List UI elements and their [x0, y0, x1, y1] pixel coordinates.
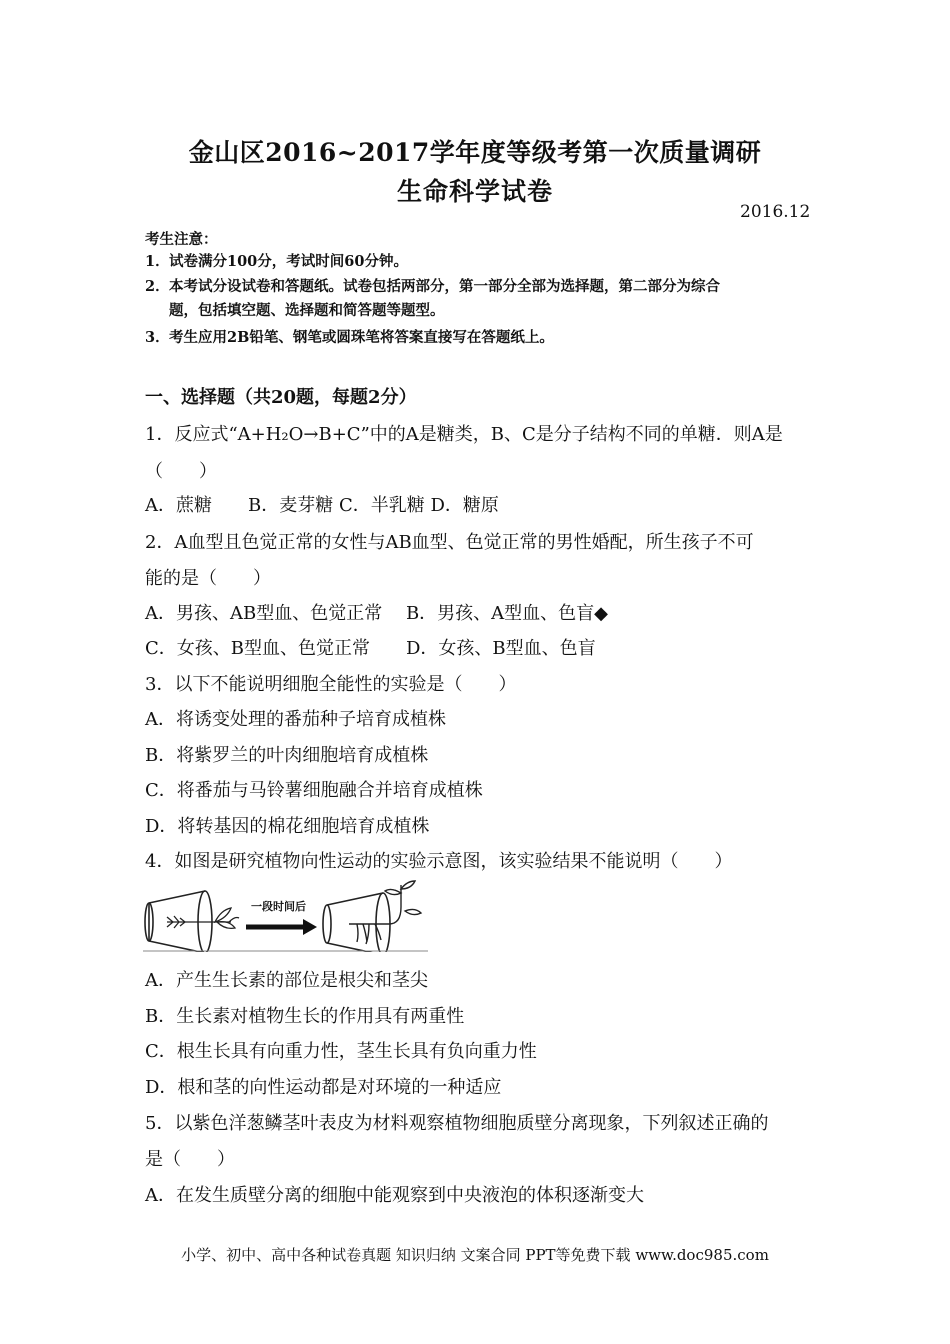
- q4-option-b: B．生长素对植物生长的作用具有两重性: [145, 1006, 465, 1027]
- arrow-icon: [246, 919, 317, 935]
- notice-item-number: 1．: [145, 253, 170, 270]
- q2-options-cd: C．女孩、B型血、色觉正常 D．女孩、B型血、色盲: [145, 638, 596, 659]
- plant-tropism-figure: [143, 877, 428, 952]
- q4-option-a: A．产生生长素的部位是根尖和茎尖: [145, 970, 428, 991]
- notice-item-number: 3．: [145, 329, 170, 346]
- q4-stem: 4．如图是研究植物向性运动的实验示意图，该实验结果不能说明（ ）: [145, 851, 733, 872]
- q2-stem-cont: 能的是（ ）: [145, 568, 271, 589]
- notice-item-number: 2．: [145, 278, 170, 295]
- notice-item-text: 试卷满分100分，考试时间60分钟。: [169, 253, 408, 270]
- notice-item-continuation: 题，包括填空题、选择题和简答题等题型。: [169, 302, 445, 319]
- q3-option-b: B．将紫罗兰的叶肉细胞培育成植株: [145, 745, 429, 766]
- notice-item-2: [145, 275, 810, 323]
- q5-stem-cont: 是（ ）: [145, 1149, 235, 1170]
- q2-stem: 2．A血型且色觉正常的女性与AB血型、色觉正常的男性婚配，所生孩子不可: [145, 532, 754, 553]
- q1-stem: 1．反应式“A+H₂O→B+C”中的A是糖类，B、C是分子结构不同的单糖．则A是: [145, 424, 783, 445]
- figure-label: 一段时间后: [251, 900, 306, 913]
- q5-stem: 5．以紫色洋葱鳞茎叶表皮为材料观察植物细胞质壁分离现象，下列叙述正确的: [145, 1113, 769, 1134]
- notice-heading: 考生注意：: [145, 231, 218, 248]
- q3-option-a: A．将诱变处理的番茄种子培育成植株: [145, 709, 446, 730]
- exam-subtitle: 生命科学试卷: [396, 177, 553, 206]
- q4-option-c: C．根生长具有向重力性，茎生长具有负向重力性: [145, 1041, 537, 1062]
- q1-stem-cont: （ ）: [145, 461, 217, 482]
- section-title: 一、选择题（共20题，每题2分）: [145, 387, 417, 408]
- q3-stem: 3．以下不能说明细胞全能性的实验是（ ）: [145, 674, 517, 695]
- notice-item-1: [145, 250, 810, 274]
- notice-item-text: 考生应用2B铅笔、钢笔或圆珠笔将答案直接写在答题纸上。: [169, 329, 554, 346]
- exam-title: 金山区2016~2017学年度等级考第一次质量调研: [188, 138, 762, 167]
- q5-option-a: A．在发生质壁分离的细胞中能观察到中央液泡的体积逐渐变大: [145, 1185, 644, 1206]
- q2-options-ab: A．男孩、AB型血、色觉正常 B．男孩、A型血、色盲◆: [145, 603, 609, 624]
- q3-option-c: C．将番茄与马铃薯细胞融合并培育成植株: [145, 780, 483, 801]
- q3-option-d: D．将转基因的棉花细胞培育成植株: [145, 816, 430, 837]
- exam-date: 2016.12: [740, 202, 811, 222]
- page-footer: 小学、初中、高中各种试卷真题 知识归纳 文案合同 PPT等免费下载 www.doc985.com: [181, 1246, 769, 1264]
- q1-options: A．蔗糖 B．麦芽糖 C．半乳糖 D．糖原: [145, 495, 499, 516]
- notice-item-3: [145, 326, 810, 350]
- notice-item-text: 本考试分设试卷和答题纸。试卷包括两部分，第一部分全部为选择题，第二部分为综合: [169, 278, 720, 295]
- q4-option-d: D．根和茎的向性运动都是对环境的一种适应: [145, 1077, 502, 1098]
